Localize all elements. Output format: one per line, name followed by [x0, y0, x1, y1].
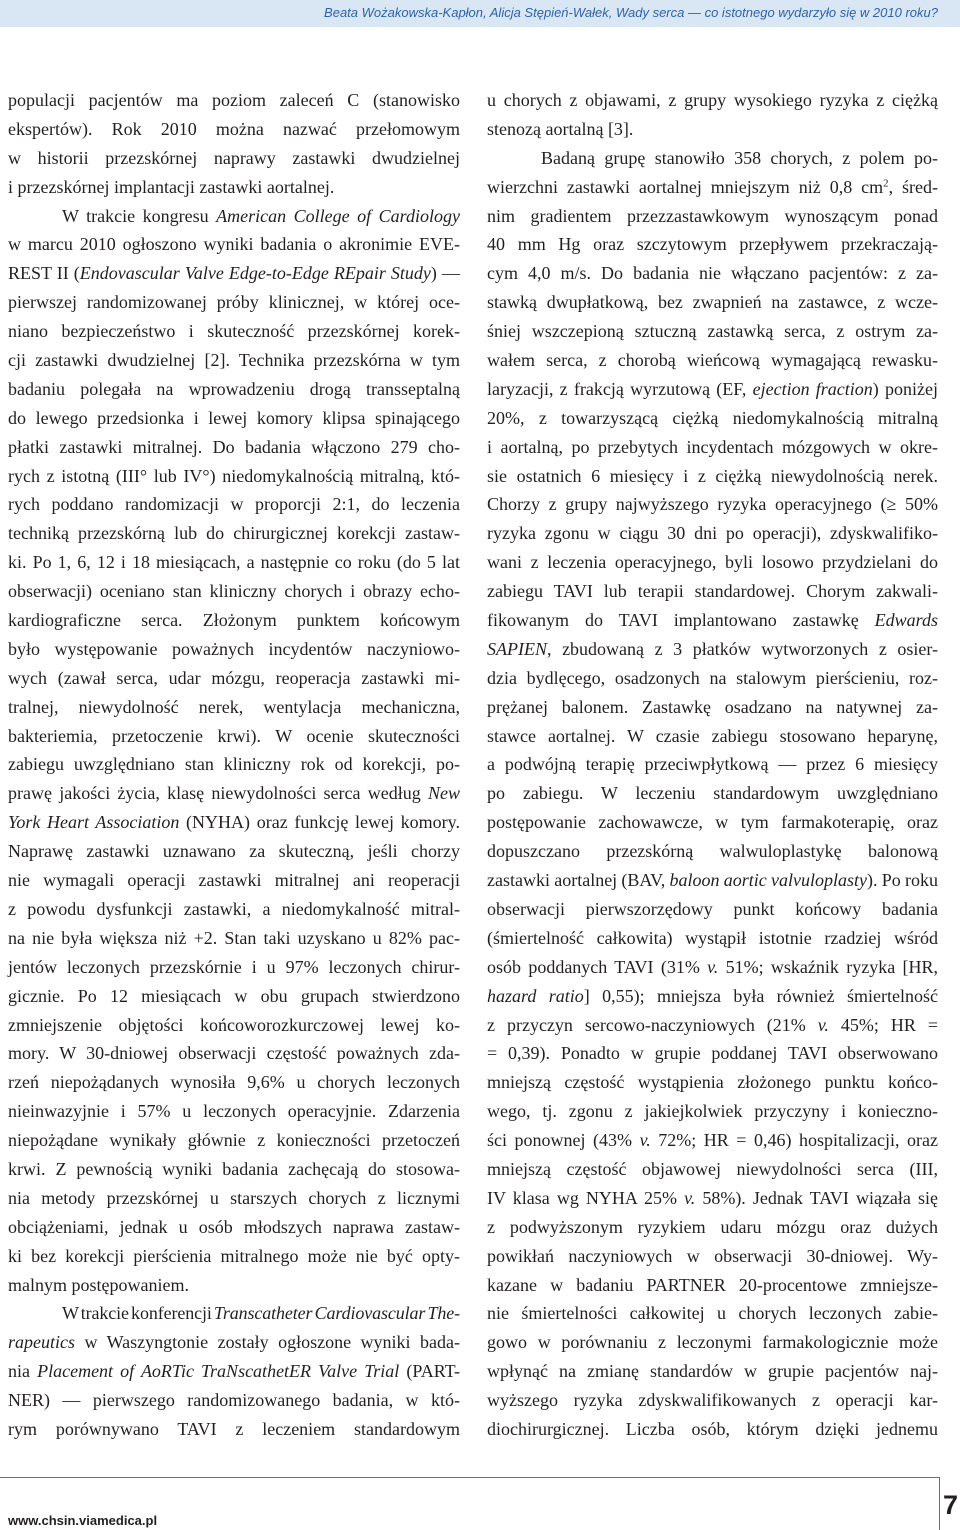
text-line [8, 346, 460, 375]
text-run: stawce aortalnej. W czasie zabiegu stosowano heparynę, [487, 725, 938, 746]
text-line [8, 1271, 460, 1300]
text-run: w Waszyngtonie zostały ogłoszone wyniki bada- [75, 1332, 460, 1353]
text-run: 40 mm Hg oraz szczytowym przepływem przekraczają- [487, 234, 938, 255]
text-line [8, 635, 460, 664]
text-run: Naprawę zastawki uznawano za skuteczną, jeśli chorzy [8, 841, 460, 862]
text-line [487, 1011, 938, 1040]
text-run: niepożądane wynikały głównie z konieczności przetoczeń [8, 1130, 460, 1151]
text-line [8, 1213, 460, 1242]
text-run: i przezskórnej implantacji zastawki aortalnej. [8, 176, 335, 197]
text-run: prawę jakości życia, klasę niewydolności serca według [8, 783, 428, 804]
text-line [487, 1271, 938, 1300]
text-line [487, 1386, 938, 1415]
text-line [8, 259, 460, 288]
paragraph [487, 144, 938, 1444]
text-line [487, 924, 938, 953]
text-line [8, 404, 460, 433]
text-line [487, 750, 938, 779]
text-run: stenozą aortalną [3]. [487, 118, 634, 139]
italic-text-run: Endovascular Valve Edge-to-Edge REpair Study [79, 263, 431, 284]
text-run: wierzchni zastawki aortalnej mniejszym niż 0,8 cm [487, 176, 884, 197]
text-run: 45%; HR = [828, 1014, 938, 1035]
text-run: do lewego przedsionka i lewej komory klipsa spinającego [8, 407, 460, 428]
text-run: nieinwazyjnie i 57% u leczonych operacyjnie. Zdarzenia [8, 1101, 460, 1122]
text-run: Chorzy z grupy najwyższego ryzyka operacyjnego (≥ 50% [487, 494, 938, 515]
text-line [487, 86, 938, 115]
text-run: płatki zastawki mitralnej. Do badania włączono 279 cho- [8, 436, 460, 457]
text-run: rym porównywano TAVI z leczeniem standardowym [8, 1418, 460, 1439]
text-run: bakteriemia, przetoczenie krwi). W ocenie skuteczności [8, 725, 460, 746]
text-line [8, 1155, 460, 1184]
text-line [487, 230, 938, 259]
text-run: sie ostatnich 6 miesięcy i z ciężką niewydolnością nerek. [487, 465, 938, 486]
text-run: dopuszczano przezskórną walwuloplastykę balonową [487, 841, 938, 862]
text-run: z powodu dysfunkcji zastawki, a niedomykalność mitral- [8, 898, 460, 919]
text-run: gowo w porównaniu z leczonymi farmakologicznie może [487, 1332, 938, 1353]
text-run: REST II ( [8, 263, 80, 284]
text-line [8, 1039, 460, 1068]
text-run: ) — [430, 263, 460, 284]
text-run: ) poniżej [872, 378, 939, 399]
text-run: zastawki aortalnej (BAV, [487, 870, 670, 891]
text-line [487, 404, 938, 433]
page-number: 7 [942, 1490, 958, 1520]
italic-text-run: v. [817, 1014, 829, 1035]
text-run: ekspertów). Rok 2010 można nazwać przełomowym [8, 118, 460, 139]
text-run: wani z leczenia operacyjnego, byli losowo przydzielani do [487, 552, 938, 573]
text-line [487, 1328, 938, 1357]
text-line [487, 1155, 938, 1184]
text-line [487, 1213, 938, 1242]
text-line [487, 693, 938, 722]
paragraph [8, 1299, 460, 1443]
text-line [487, 1299, 938, 1328]
text-run: nie śmiertelności całkowitej u chorych leczonych zabie- [487, 1303, 938, 1324]
text-line [8, 1011, 460, 1040]
italic-text-run: Transcatheter Cardiovascular The- [213, 1303, 460, 1324]
text-run: z przyczyn sercowo-naczyniowych (21% [487, 1014, 818, 1035]
text-run: = 0,39). Ponadto w grupie poddanej TAVI obserwowano [487, 1043, 938, 1064]
text-line [8, 548, 460, 577]
text-run: ryzyka zgonu w ciągu 30 dni po operacji), zdyskwalifiko- [487, 523, 938, 544]
text-run: zabiegu TAVI lub terapii standardowej. Chorym zakwali- [487, 581, 938, 602]
italic-text-run: SAPIEN [487, 638, 547, 659]
text-line [8, 144, 460, 173]
text-run: nia metody przezskórnej u starszych chorych z licznymi [8, 1187, 460, 1208]
text-line [8, 1097, 460, 1126]
text-line [487, 115, 938, 144]
text-line [487, 462, 938, 491]
italic-text-run: baloon aortic valvuloplasty [669, 870, 868, 891]
text-run: mory. W 30-dniowej obserwacji częstość poważnych zda- [8, 1043, 460, 1064]
text-line [487, 606, 938, 635]
text-line [8, 490, 460, 519]
text-line [8, 924, 460, 953]
text-line [487, 895, 938, 924]
text-line [8, 173, 460, 202]
running-head-text: Beata Wożakowska-Kapłon, Alicja Stępień-Wałek, Wady serca — co istotnego wydarzyło się w 2010 roku? [324, 5, 938, 20]
text-run: po zabiegu. W leczeniu standardowym uwzględniano [487, 783, 938, 804]
text-line [8, 1328, 460, 1357]
text-line [487, 202, 938, 231]
text-line [8, 202, 460, 231]
running-head-band [0, 0, 960, 27]
left-column [8, 86, 460, 1444]
text-run: mniejszą częstość wystąpienia złożonego punktu końco- [487, 1072, 938, 1093]
italic-text-run: New [427, 783, 460, 804]
italic-text-run: v. [707, 956, 719, 977]
text-line [487, 1039, 938, 1068]
text-run: nim gradientem przezzastawkowym wynoszącym ponad [487, 205, 938, 226]
text-line [8, 86, 460, 115]
text-run: ] 0,55); mniejsza była również śmiertelność [583, 985, 938, 1006]
text-line [8, 982, 460, 1011]
text-line [487, 173, 938, 202]
text-line [487, 953, 938, 982]
text-run: stawką dwupłatkową, bez zwapnień na zastawce, z wcze- [487, 292, 938, 313]
italic-text-run: York Heart Association [8, 812, 180, 833]
text-run: , śred- [888, 176, 939, 197]
text-run: 20%, z towarzyszącą ciężką niedomykalnością mitralną [487, 407, 938, 428]
text-line [487, 635, 938, 664]
text-line [8, 722, 460, 751]
right-column [487, 86, 938, 1444]
text-run: wałem serca, z chorobą wieńcową wymagającą rewasku- [487, 350, 938, 371]
text-run: a podwójną terapię przeciwpłytkową — przez 6 miesięcy [487, 754, 938, 775]
text-line [8, 1386, 460, 1415]
text-line [8, 808, 460, 837]
paragraph [8, 86, 460, 202]
text-run: cji zastawki dwudzielnej [2]. Technika przezskórna w tym [8, 350, 460, 371]
text-line [8, 433, 460, 462]
italic-text-run: hazard ratio [487, 985, 584, 1006]
text-run: tralnej, niewydolność nerek, wentylacja mechaniczna, [8, 696, 460, 717]
text-run: fikowanym do TAVI implantowano zastawkę [487, 610, 875, 631]
paragraph [8, 202, 460, 1300]
text-line [8, 1299, 460, 1328]
text-line [8, 317, 460, 346]
text-run: krwi. Z pewnością wyniki badania zachęcają do stosowa- [8, 1158, 460, 1179]
text-run: techniką przezskórną lub do chirurgicznej korekcji zastaw- [8, 523, 460, 544]
text-line [8, 1357, 460, 1386]
text-line [8, 866, 460, 895]
text-run: w historii przezskórnej naprawy zastawki dwudzielnej [8, 147, 460, 168]
text-line [487, 1068, 938, 1097]
text-line [487, 1184, 938, 1213]
text-line [8, 606, 460, 635]
text-line [487, 577, 938, 606]
text-line [487, 519, 938, 548]
text-line [8, 779, 460, 808]
text-line [487, 664, 938, 693]
text-line [487, 722, 938, 751]
text-run: (śmiertelność całkowita) wystąpił istotnie rzadziej wśród [487, 927, 938, 948]
footer-rule [0, 1477, 940, 1478]
text-run: prężanej balonem. Zastawkę osadzano na natywnej za- [487, 696, 938, 717]
text-run: 51%; wskaźnik ryzyka [HR, [718, 956, 939, 977]
text-line [8, 577, 460, 606]
text-run: śniej wszczepioną sztuczną zastawką serca, z ostrym za- [487, 321, 938, 342]
text-line [487, 837, 938, 866]
text-line [8, 1415, 460, 1444]
text-run: u chorych z objawami, z grupy wysokiego ryzyka z ciężką [487, 90, 938, 110]
text-line [487, 288, 938, 317]
text-run: NER) — pierwszego randomizowanego badania, w któ- [8, 1390, 460, 1411]
text-run: w marcu 2010 ogłoszono wyniki badania o akronimie EVE- [8, 234, 460, 255]
text-run: zmniejszenie objętości końcoworozkurczowej lewej ko- [8, 1014, 460, 1035]
text-line [8, 837, 460, 866]
text-run: obserwacji pierwszorzędowy punkt końcowy badania [487, 898, 938, 919]
text-run: wpłynąć na zmianę standardów w grupie pacjentów naj- [487, 1361, 938, 1382]
italic-text-run: v. [639, 1130, 651, 1151]
text-line [487, 144, 938, 173]
text-line [8, 664, 460, 693]
text-run: ). Po roku [867, 870, 939, 891]
text-run: było występowanie poważnych incydentów naczyniowo- [8, 638, 460, 659]
text-run: obserwacji) oceniano stan kliniczny chorych i obrazy echo- [8, 581, 460, 602]
text-line [487, 490, 938, 519]
text-line [487, 779, 938, 808]
text-line [487, 433, 938, 462]
text-line [8, 895, 460, 924]
text-run: pierwszej randomizowanej próby klinicznej, w której oce- [8, 292, 460, 313]
text-line [487, 375, 938, 404]
text-run: wych (zawał serca, udar mózgu, reoperacja zastawki mi- [8, 667, 460, 688]
journal-website: www.chsin.viamedica.pl [8, 1513, 158, 1528]
text-line [8, 1126, 460, 1155]
text-run: populacji pacjentów ma poziom zaleceń C (stanowisko [8, 90, 460, 110]
paragraph [487, 86, 938, 144]
text-line [8, 375, 460, 404]
text-run: diochirurgicznej. Liczba osób, którym dzięki jednemu [487, 1418, 938, 1439]
superscript: 2 [883, 177, 889, 190]
text-run: zabiegu uwzględniano stan kliniczny rok od korekcji, po- [8, 754, 460, 775]
text-run: dzia bydlęcego, osadzonych na stalowym pierścieniu, roz- [487, 667, 938, 688]
text-run: wyższego ryzyka zdyskwalifikowanych z operacji kar- [487, 1390, 938, 1411]
text-run: obciążeniami, jednak u osób młodszych naprawa zastaw- [8, 1216, 460, 1237]
text-line [487, 317, 938, 346]
text-line [487, 982, 938, 1011]
text-run: , zbudowaną z 3 płatków wytworzonych z osier- [547, 638, 938, 659]
text-run: niano bezpieczeństwo i skuteczność przezskórnej korek- [8, 321, 460, 342]
text-run: rych z istotną (III° lub IV°) niedomykalnością mitralną, któ- [8, 465, 460, 486]
text-run: W trakcie kongresu [62, 205, 217, 226]
text-line [8, 1242, 460, 1271]
text-line [487, 1357, 938, 1386]
text-run: cym 4,0 m/s. Do badania nie włączano pacjentów: z za- [487, 263, 938, 284]
text-run: powikłań naczyniowych w obserwacji 30-dniowej. Wy- [487, 1245, 938, 1266]
text-run: malnym postępowaniem. [8, 1274, 189, 1295]
text-run: mniejszą częstość objawowej niewydolności serca (III, [487, 1158, 938, 1179]
text-line [487, 346, 938, 375]
footer-divider [939, 1477, 940, 1530]
text-run: 58%). Jednak TAVI wiązała się [695, 1187, 938, 1208]
text-line [487, 808, 938, 837]
text-line [8, 693, 460, 722]
text-run: rych poddano randomizacji w proporcji 2:1, do leczenia [8, 494, 460, 515]
text-line [487, 866, 938, 895]
text-run: laryzacji, z frakcją wyrzutową (EF, [487, 378, 753, 399]
text-run: postępowanie zachowawcze, w tym farmakoterapię, oraz [487, 812, 938, 833]
italic-text-run: ejection fraction [752, 378, 873, 399]
text-line [8, 230, 460, 259]
italic-text-run: American College of Cardiology [216, 205, 460, 226]
text-line [487, 1126, 938, 1155]
text-line [8, 115, 460, 144]
text-run: kazane w badaniu PARTNER 20-procentowe zmniejsze- [487, 1274, 938, 1295]
text-line [487, 548, 938, 577]
italic-text-run: Placement of AoRTic TraNscathetER Valve Trial [37, 1361, 400, 1382]
text-line [8, 953, 460, 982]
text-run: W trakcie konferencji [62, 1303, 214, 1324]
text-line [8, 1068, 460, 1097]
text-run: ści ponownej (43% [487, 1130, 640, 1151]
text-run: gicznie. Po 12 miesiącach w obu grupach stwierdzono [8, 985, 460, 1006]
italic-text-run: rapeutics [8, 1332, 75, 1353]
italic-text-run: Edwards [874, 610, 938, 631]
text-line [8, 519, 460, 548]
text-run: ki bez korekcji pierścienia mitralnego może nie być opty- [8, 1245, 460, 1266]
text-line [8, 288, 460, 317]
text-line [487, 1242, 938, 1271]
text-line [487, 1097, 938, 1126]
text-run: na nie była większa niż +2. Stan taki uzyskano u 82% pac- [8, 927, 460, 948]
text-run: i aortalną, po przebytych incydentach mózgowych w okre- [487, 436, 938, 457]
text-line [8, 750, 460, 779]
text-run: rzeń niepożądanych wynosiła 9,6% u chorych leczonych [8, 1072, 460, 1093]
text-run: (NYHA) oraz funkcję lewej komory. [179, 812, 460, 833]
text-run: ki. Po 1, 6, 12 i 18 miesiącach, a następnie co roku (do 5 lat [8, 552, 460, 573]
text-run: (PART- [399, 1361, 460, 1382]
text-run: badaniu polegała na wprowadzeniu drogą transseptalną [8, 378, 460, 399]
text-run: wego, tj. zgonu z jakiejkolwiek przyczyny i konieczno- [487, 1101, 938, 1122]
text-line [487, 259, 938, 288]
text-run: Badaną grupę stanowiło 358 chorych, z polem po- [541, 147, 938, 168]
text-line [487, 1415, 938, 1444]
text-line [8, 462, 460, 491]
text-run: IV klasa wg NYHA 25% [487, 1187, 685, 1208]
text-run: z podwyższonym ryzykiem udaru mózgu oraz dużych [487, 1216, 938, 1237]
text-run: nie wymagali operacji zastawki mitralnej ani reoperacji [8, 870, 460, 891]
text-run: nia [8, 1361, 38, 1382]
text-run: osób poddanych TAVI (31% [487, 956, 708, 977]
text-run: jentów leczonych przezskórnie i u 97% leczonych chirur- [8, 956, 460, 977]
text-run: 72%; HR = 0,46) hospitalizacji, oraz [650, 1130, 938, 1151]
text-run: kardiograficzne serca. Złożonym punktem końcowym [8, 610, 460, 631]
italic-text-run: v. [684, 1187, 696, 1208]
text-line [8, 1184, 460, 1213]
